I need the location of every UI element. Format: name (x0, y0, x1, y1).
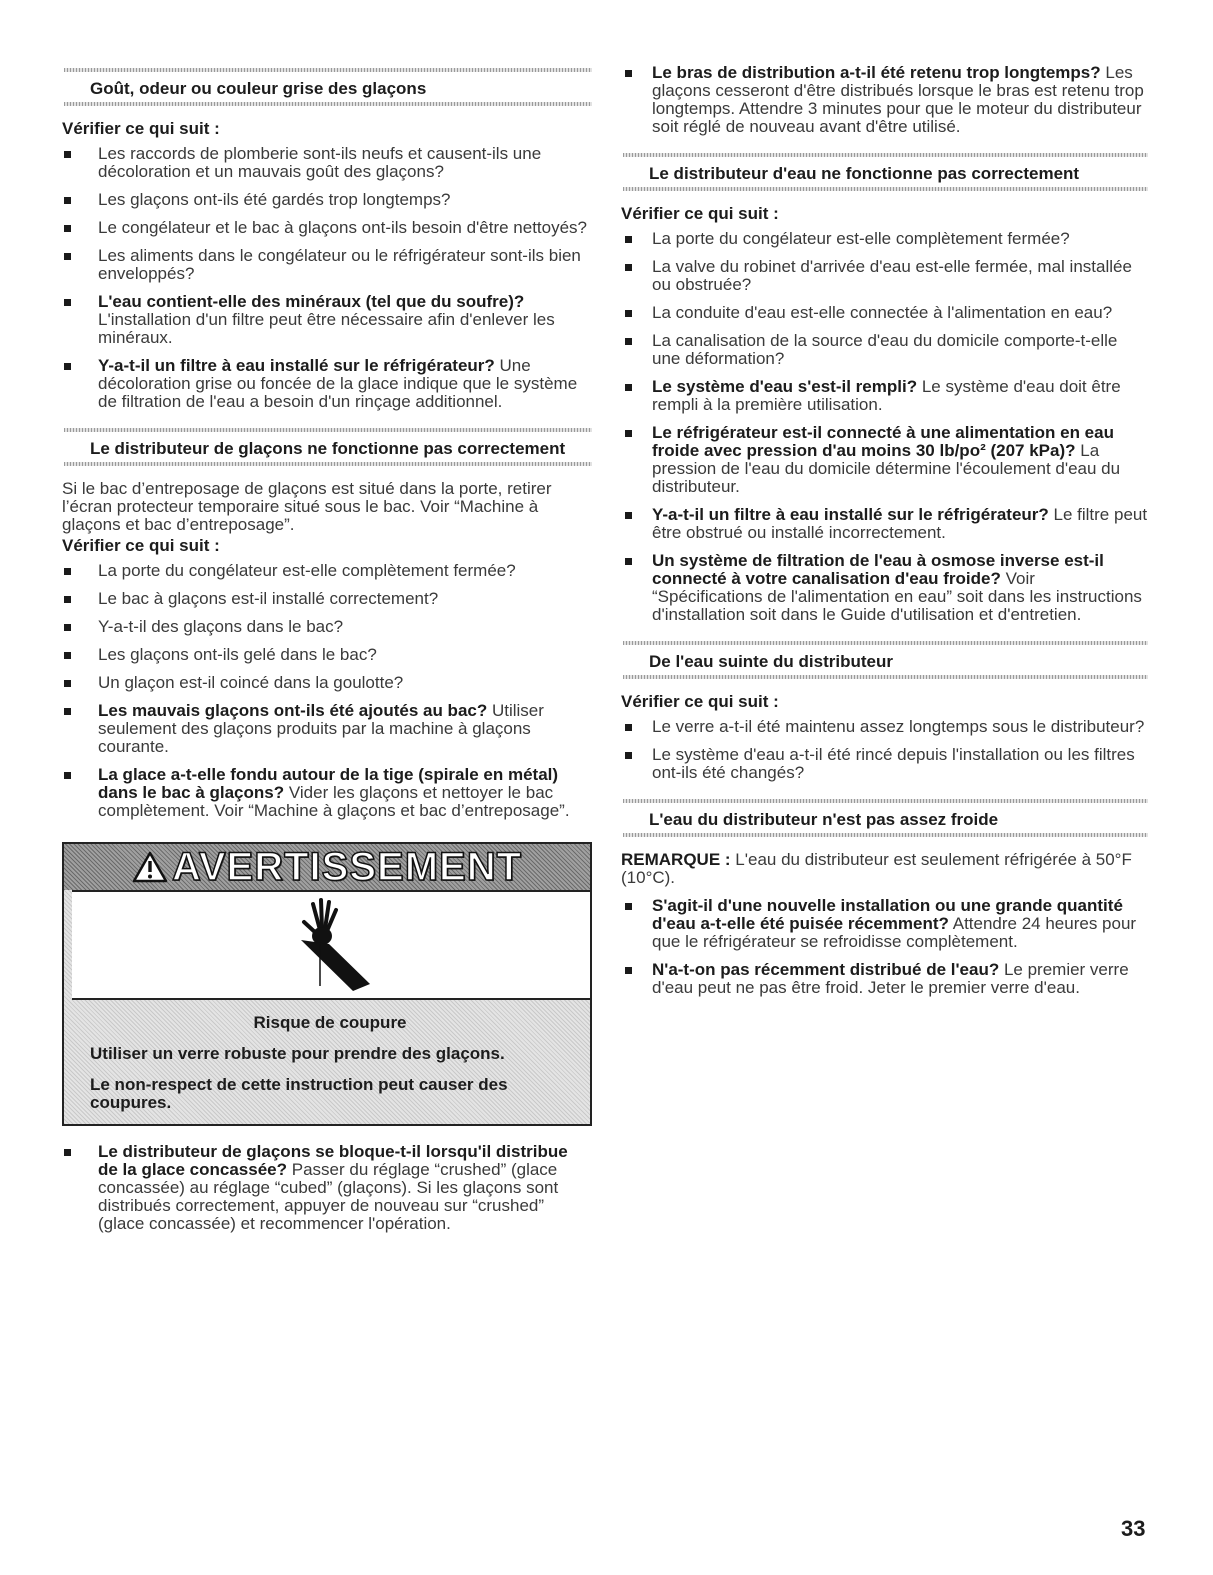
square-bullet-icon (625, 236, 632, 243)
section-heading-water-not-cold (621, 799, 1148, 837)
item-text: Y-a-t-il des glaçons dans le bac? (98, 617, 344, 636)
intro-paragraph: Si le bac d’entreposage de glaçons est situé dans la porte, retirer l’écran protecteur temporaire situé sous le bac. Voir “Machine à glaçons et bac d’entreposage”. (62, 479, 552, 534)
section-heading-text: Le distributeur d'eau ne fonctionne pas correctement (649, 164, 1080, 183)
square-bullet-icon (625, 264, 632, 271)
item-text: Le verre a-t-il été maintenu assez longtemps sous le distributeur? (652, 717, 1145, 736)
checklist-ice-dispenser (62, 562, 592, 820)
section-heading-water-dispenser (621, 153, 1148, 191)
item-question: Y-a-t-il un filtre à eau installé sur le réfrigérateur? (652, 505, 1049, 524)
square-bullet-icon (64, 1149, 71, 1156)
section-heading-text: Goût, odeur ou couleur grise des glaçons (90, 79, 427, 98)
list-item (62, 702, 592, 756)
section-divider-bottom (623, 187, 1148, 191)
item-text: La conduite d'eau est-elle connectée à l'alimentation en eau? (652, 303, 1113, 322)
item-text: Le système d'eau doit être rempli à la première utilisation. (652, 377, 1121, 414)
warning-box (62, 842, 592, 1126)
list-item (62, 191, 592, 209)
square-bullet-icon (625, 967, 632, 974)
item-text: L'installation d'un filtre peut être nécessaire afin d'enlever les minéraux. (98, 310, 555, 347)
item-text: Un glaçon est-il coincé dans la goulotte? (98, 673, 404, 692)
note-text: L'eau du distributeur est seulement réfrigérée à 50°F (10°C). (621, 850, 1132, 887)
list-item (621, 897, 1148, 951)
checklist-ice-dispenser-continued (62, 1143, 592, 1233)
list-item (621, 718, 1148, 736)
section-heading-text: De l'eau suinte du distributeur (649, 652, 893, 671)
item-text: Les glaçons cesseront d'être distribués lorsque le bras est retenu trop longtemps. Attendre 3 minutes pour que le moteur du distributeur soit réglé de nouveau avant d'être utilisé. (652, 63, 1144, 136)
check-label: Vérifier ce qui suit : (621, 692, 779, 711)
check-label: Vérifier ce qui suit : (621, 204, 779, 223)
section-divider-top (64, 428, 592, 432)
square-bullet-icon (64, 363, 71, 370)
section-divider-top (64, 68, 592, 72)
section-divider-bottom (623, 833, 1148, 837)
checklist-water-not-cold (621, 897, 1148, 997)
section-heading-ice-dispenser (62, 428, 592, 466)
square-bullet-icon (625, 430, 632, 437)
square-bullet-icon (625, 310, 632, 317)
item-text: Le filtre peut être obstrué ou installé incorrectement. (652, 505, 1148, 542)
list-item (62, 766, 592, 820)
list-item (62, 674, 592, 692)
list-item (62, 646, 592, 664)
checklist-water-dispenser (621, 230, 1148, 624)
item-text: Vider les glaçons et nettoyer le bac complètement. Voir “Machine à glaçons et bac d’entreposage”. (98, 783, 570, 820)
square-bullet-icon (625, 512, 632, 519)
item-text: La pression de l'eau du domicile détermine l'écoulement d'eau du distributeur. (652, 441, 1121, 496)
right-column (621, 64, 1148, 997)
item-question: Un système de filtration de l'eau à osmose inverse est-il connecté à votre canalisation d'eau froide? (652, 551, 1104, 588)
square-bullet-icon (64, 568, 71, 575)
square-bullet-icon (625, 558, 632, 565)
warning-body (64, 1014, 590, 1112)
item-text: Les glaçons ont-ils gelé dans le bac? (98, 645, 377, 664)
item-question: Le distributeur de glaçons se bloque-t-il lorsqu'il distribue de la glace concassée? (98, 1142, 568, 1179)
square-bullet-icon (64, 299, 71, 306)
item-text: Passer du réglage “crushed” (glace concassée) au réglage “cubed” (glaçons). Si les glaçons sont distribués correctement, appuyer de nouveau sur “crushed” (glace concassée) et recommencer l'opération. (98, 1160, 559, 1233)
warning-title: AVERTISSEMENT (171, 845, 523, 889)
list-item (621, 961, 1148, 997)
check-label: Vérifier ce qui suit : (62, 536, 220, 555)
square-bullet-icon (625, 724, 632, 731)
item-text: La porte du congélateur est-elle complètement fermée? (98, 561, 516, 580)
hazard-title: Risque de coupure (253, 1013, 407, 1032)
item-text: Le système d'eau a-t-il été rincé depuis l'installation ou les filtres ont-ils été changés? (652, 745, 1135, 782)
list-item (62, 590, 592, 608)
list-item (621, 64, 1148, 136)
square-bullet-icon (625, 903, 632, 910)
section-divider-bottom (64, 102, 592, 106)
square-bullet-icon (625, 70, 632, 77)
left-column (62, 68, 592, 1233)
item-text: Les glaçons ont-ils été gardés trop longtemps? (98, 190, 451, 209)
list-item (621, 304, 1148, 322)
square-bullet-icon (64, 708, 71, 715)
item-text: Utiliser seulement des glaçons produits par la machine à glaçons courante. (98, 701, 544, 756)
list-item (621, 552, 1148, 624)
section-heading-text: L'eau du distributeur n'est pas assez froide (649, 810, 999, 829)
list-item (621, 378, 1148, 414)
item-question: N'a-t-on pas récemment distribué de l'eau? (652, 960, 1000, 979)
section-divider-bottom (623, 675, 1148, 679)
checklist-ice-taste (62, 145, 592, 411)
page-number: 33 (1121, 1516, 1146, 1541)
section-divider-bottom (64, 462, 592, 466)
list-item (62, 618, 592, 636)
section-heading-text: Le distributeur de glaçons ne fonctionne pas correctement (90, 439, 566, 458)
list-item (621, 424, 1148, 496)
checklist-water-leak (621, 718, 1148, 782)
section-divider-top (623, 799, 1148, 803)
item-question: Le bras de distribution a-t-il été retenu trop longtemps? (652, 63, 1101, 82)
hand-cut-hazard-icon (291, 898, 371, 993)
list-item (62, 357, 592, 411)
list-item (62, 145, 592, 181)
square-bullet-icon (64, 624, 71, 631)
square-bullet-icon (625, 384, 632, 391)
section-heading-ice-taste (62, 68, 592, 106)
list-item (621, 258, 1148, 294)
list-item (621, 230, 1148, 248)
item-text: Le premier verre d'eau peut ne pas être froid. Jeter le premier verre d'eau. (652, 960, 1129, 997)
item-text: Le bac à glaçons est-il installé correctement? (98, 589, 439, 608)
list-item (62, 1143, 592, 1233)
checklist-ice-dispenser-continued-right (621, 64, 1148, 136)
item-text: Une décoloration grise ou foncée de la glace indique que le système de filtration de l'eau a besoin d'un rinçage additionnel. (98, 356, 578, 411)
item-text: La porte du congélateur est-elle complètement fermée? (652, 229, 1070, 248)
list-item (621, 506, 1148, 542)
note-label: REMARQUE : (621, 850, 731, 869)
square-bullet-icon (64, 197, 71, 204)
list-item (62, 219, 592, 237)
item-text: Le congélateur et le bac à glaçons ont-ils besoin d'être nettoyés? (98, 218, 588, 237)
check-label: Vérifier ce qui suit : (62, 119, 220, 138)
item-question: S'agit-il d'une nouvelle installation ou une grande quantité d'eau a-t-elle été puisée récemment? (652, 896, 1123, 933)
item-question: Les mauvais glaçons ont-ils été ajoutés au bac? (98, 701, 488, 720)
list-item (62, 293, 592, 347)
item-text: Les raccords de plomberie sont-ils neufs et causent-ils une décoloration et un mauvais goût des glaçons? (98, 144, 542, 181)
item-text: Voir “Spécifications de l'alimentation en eau” soit dans les instructions d'installation soit dans le Guide d'utilisation et d'entretien. (652, 569, 1142, 624)
warning-triangle-icon (132, 851, 168, 883)
square-bullet-icon (64, 225, 71, 232)
item-text: La canalisation de la source d'eau du domicile comporte-t-elle une déformation? (652, 331, 1118, 368)
note-paragraph (621, 851, 1148, 887)
square-bullet-icon (625, 752, 632, 759)
list-item (621, 332, 1148, 368)
list-item (62, 247, 592, 283)
square-bullet-icon (64, 151, 71, 158)
square-bullet-icon (64, 652, 71, 659)
safety-consequence: Le non-respect de cette instruction peut causer des coupures. (90, 1075, 508, 1112)
item-text: Les aliments dans le congélateur ou le réfrigérateur sont-ils bien enveloppés? (98, 246, 581, 283)
list-item (621, 746, 1148, 782)
hazard-symbol-panel (72, 890, 590, 1000)
item-question: Le réfrigérateur est-il connecté à une alimentation en eau froide avec pression d'au moins 30 lb/po² (207 kPa)? (652, 423, 1114, 460)
square-bullet-icon (64, 596, 71, 603)
item-text: La valve du robinet d'arrivée d'eau est-elle fermée, mal installée ou obstruée? (652, 257, 1132, 294)
square-bullet-icon (64, 772, 71, 779)
square-bullet-icon (64, 253, 71, 260)
list-item (62, 562, 592, 580)
item-question: L'eau contient-elle des minéraux (tel que du soufre)? (98, 292, 525, 311)
square-bullet-icon (64, 680, 71, 687)
warning-header (64, 844, 590, 890)
section-heading-water-leak (621, 641, 1148, 679)
square-bullet-icon (625, 338, 632, 345)
section-divider-top (623, 153, 1148, 157)
section-divider-top (623, 641, 1148, 645)
item-question: Y-a-t-il un filtre à eau installé sur le réfrigérateur? (98, 356, 495, 375)
item-question: La glace a-t-elle fondu autour de la tige (spirale en métal) dans le bac à glaçons? (98, 765, 559, 802)
item-question: Le système d'eau s'est-il rempli? (652, 377, 918, 396)
item-text: Attendre 24 heures pour que le réfrigérateur se refroidisse complètement. (652, 914, 1137, 951)
safety-instruction: Utiliser un verre robuste pour prendre des glaçons. (90, 1044, 505, 1063)
